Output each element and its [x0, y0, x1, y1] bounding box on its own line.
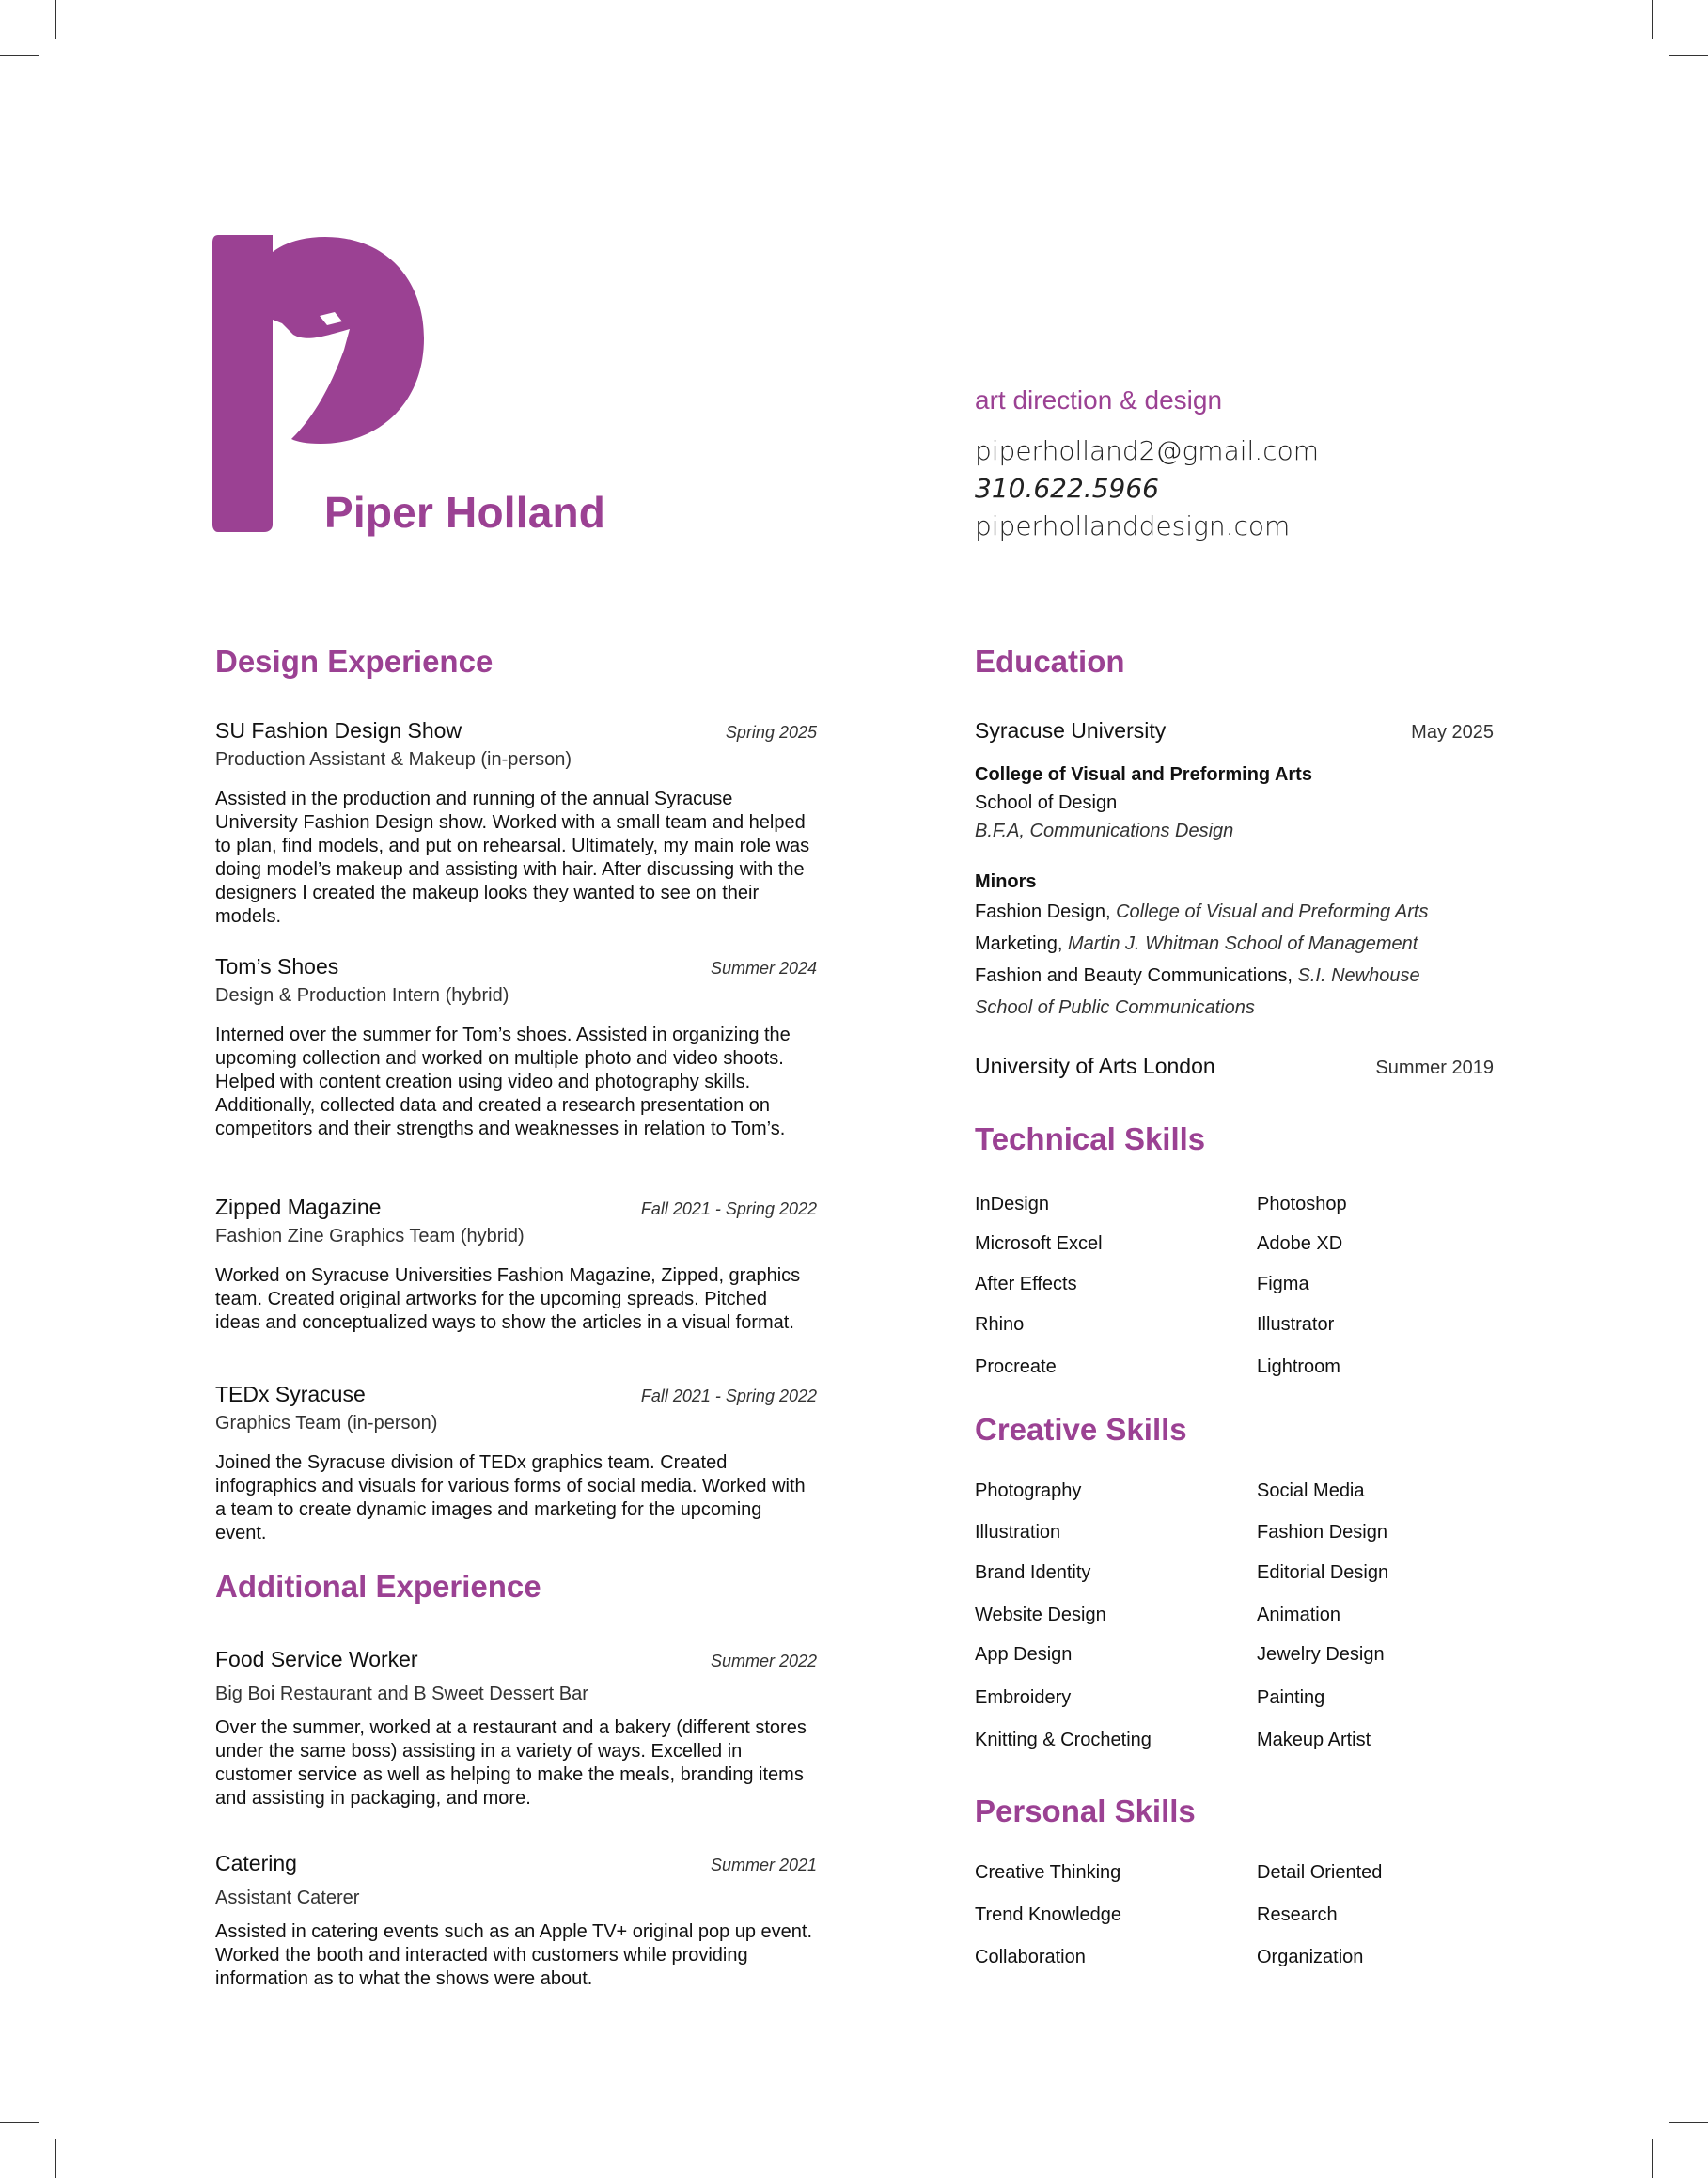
phone-number: 310.622.5966 — [975, 473, 1159, 504]
job-description: Over the summer, worked at a restaurant and a bakery (different stores under the same boss) assisting in a variety of ways. Excelled in customer service as well as helping to make the meals, branding items and assisting in packaging, and more. — [215, 1717, 807, 1809]
skill-item: Adobe XD — [1257, 1233, 1343, 1254]
crop-mark — [1652, 2139, 1653, 2178]
minor-school: S.I. Newhouse — [1297, 965, 1420, 986]
skill-item: Photoshop — [1257, 1194, 1347, 1214]
contact-block — [975, 385, 1501, 545]
skill-item: Procreate — [975, 1356, 1057, 1377]
applicant-name: Piper Holland — [324, 488, 606, 537]
minor-item — [975, 928, 1494, 960]
school-name: Syracuse University — [975, 718, 1167, 743]
section-title-design-experience: Design Experience — [215, 644, 494, 679]
skill-item: Knitting & Crocheting — [975, 1730, 1152, 1750]
skill-item: Website Design — [975, 1605, 1106, 1625]
section-title-personal-skills: Personal Skills — [975, 1794, 1196, 1828]
education-entry — [975, 1054, 1494, 1079]
skill-item: App Design — [975, 1644, 1073, 1665]
skill-item: Social Media — [1257, 1481, 1365, 1501]
skill-item: Animation — [1257, 1605, 1340, 1625]
college-name: College of Visual and Preforming Arts — [975, 764, 1312, 785]
job-entry — [215, 1647, 817, 1810]
job-description: Worked on Syracuse Universities Fashion Magazine, Zipped, graphics team. Created original artworks for the upcoming spreads. Pitched ideas and conceptualized ways to show the articles in a visual format. — [215, 1265, 801, 1333]
skill-item: Photography — [975, 1481, 1082, 1501]
skill-item: Detail Oriented — [1257, 1862, 1383, 1883]
minor-name: Fashion and Beauty Communications, — [975, 965, 1293, 986]
skill-item: Jewelry Design — [1257, 1644, 1385, 1665]
degree: B.F.A, Communications Design — [975, 821, 1234, 841]
skill-item: Organization — [1257, 1947, 1364, 1967]
section-title-education: Education — [975, 644, 1125, 679]
skill-item: Embroidery — [975, 1687, 1072, 1708]
skill-item: Research — [1257, 1904, 1338, 1925]
minor-name: Fashion Design, — [975, 901, 1111, 922]
minors-label: Minors — [975, 871, 1037, 892]
section-title-additional-experience: Additional Experience — [215, 1569, 541, 1604]
job-description: Assisted in the production and running of the annual Syracuse University Fashion Design show. Worked with a small team and helped to plan, find models, and put on rehearsal. Ultimately, my main role was doing model’s makeup and assisting with hair. After discussing with the designers I created the makeup looks they wanted to see on their models. — [215, 789, 810, 927]
education-date: May 2025 — [1411, 722, 1494, 743]
job-entry — [215, 1851, 817, 1991]
skill-item: Rhino — [975, 1314, 1025, 1335]
job-description: Assisted in catering events such as an Apple TV+ original pop up event. Worked the booth and interacted with customers while providing information as to what the shows were about. — [215, 1921, 813, 1989]
job-role: Assistant Caterer — [215, 1888, 360, 1908]
crop-mark — [0, 2122, 39, 2123]
job-entry — [215, 718, 817, 929]
job-entry — [215, 1195, 817, 1335]
section-title-technical-skills: Technical Skills — [975, 1121, 1206, 1156]
job-title: Food Service Worker — [215, 1647, 418, 1671]
skill-item: After Effects — [975, 1274, 1077, 1294]
minor-school: College of Visual and Preforming Arts — [1116, 901, 1429, 922]
crop-mark — [1652, 0, 1653, 39]
skill-item: InDesign — [975, 1194, 1049, 1214]
skill-item: Collaboration — [975, 1947, 1086, 1967]
job-role: Design & Production Intern (hybrid) — [215, 985, 509, 1006]
minor-school-continuation: School of Public Communications — [975, 997, 1255, 1018]
tagline: art direction & design — [975, 385, 1223, 415]
job-description: Joined the Syracuse division of TEDx graphics team. Created infographics and visuals for various forms of social media. Worked with a team to create dynamic images and marketing for the upcoming event. — [215, 1452, 806, 1543]
job-entry — [215, 954, 817, 1141]
minor-item — [975, 960, 1494, 992]
job-role: Production Assistant & Makeup (in-person) — [215, 749, 572, 770]
education-entry — [975, 718, 1494, 1024]
skill-item: Microsoft Excel — [975, 1233, 1103, 1254]
job-date: Fall 2021 - Spring 2022 — [640, 1387, 817, 1405]
minor-name: Marketing, — [975, 933, 1063, 954]
job-title: Zipped Magazine — [215, 1195, 382, 1219]
job-title: Tom’s Shoes — [215, 954, 339, 979]
department-name: School of Design — [975, 792, 1118, 813]
email-link[interactable]: piperholland2@gmail.com — [975, 435, 1319, 466]
job-role: Fashion Zine Graphics Team (hybrid) — [215, 1226, 525, 1246]
skill-item: Fashion Design — [1257, 1522, 1387, 1543]
crop-mark — [0, 55, 39, 56]
skill-item: Makeup Artist — [1257, 1730, 1371, 1750]
skill-item: Editorial Design — [1257, 1562, 1389, 1583]
job-role: Graphics Team (in-person) — [215, 1413, 438, 1434]
minor-item — [975, 896, 1494, 928]
skill-item: Painting — [1257, 1687, 1325, 1708]
skill-item: Lightroom — [1257, 1356, 1340, 1377]
skill-item: Brand Identity — [975, 1562, 1091, 1583]
skill-item: Figma — [1257, 1274, 1309, 1294]
education-date: Summer 2019 — [1375, 1058, 1494, 1078]
job-date: Spring 2025 — [725, 723, 817, 742]
crop-mark — [1669, 2122, 1708, 2123]
job-date: Fall 2021 - Spring 2022 — [640, 1199, 817, 1218]
school-name: University of Arts London — [975, 1054, 1215, 1078]
job-title: TEDx Syracuse — [215, 1382, 366, 1406]
website-link[interactable]: piperhollanddesign.com — [975, 510, 1291, 541]
crop-mark — [55, 0, 56, 39]
skill-item: Trend Knowledge — [975, 1904, 1122, 1925]
minor-school: Martin J. Whitman School of Management — [1067, 933, 1418, 954]
skill-item: Illustration — [975, 1522, 1061, 1543]
job-entry — [215, 1382, 817, 1545]
job-description: Interned over the summer for Tom’s shoes. Assisted in organizing the upcoming collection and worked on multiple photo and video shoots. Helped with content creation using video and photography skills. Additionally, collected data and created a research presentation on competitors and their strengths and weaknesses in relation to Tom’s. — [215, 1025, 791, 1139]
job-date: Summer 2022 — [710, 1652, 817, 1670]
job-date: Summer 2024 — [710, 959, 817, 978]
job-title: Catering — [215, 1851, 297, 1875]
crop-mark — [1669, 55, 1708, 56]
job-title: SU Fashion Design Show — [215, 718, 462, 743]
skill-item: Illustrator — [1257, 1314, 1335, 1335]
job-role: Big Boi Restaurant and B Sweet Dessert Bar — [215, 1684, 588, 1704]
section-title-creative-skills: Creative Skills — [975, 1412, 1187, 1447]
crop-mark — [55, 2139, 56, 2178]
job-date: Summer 2021 — [710, 1856, 817, 1874]
skill-item: Creative Thinking — [975, 1862, 1121, 1883]
